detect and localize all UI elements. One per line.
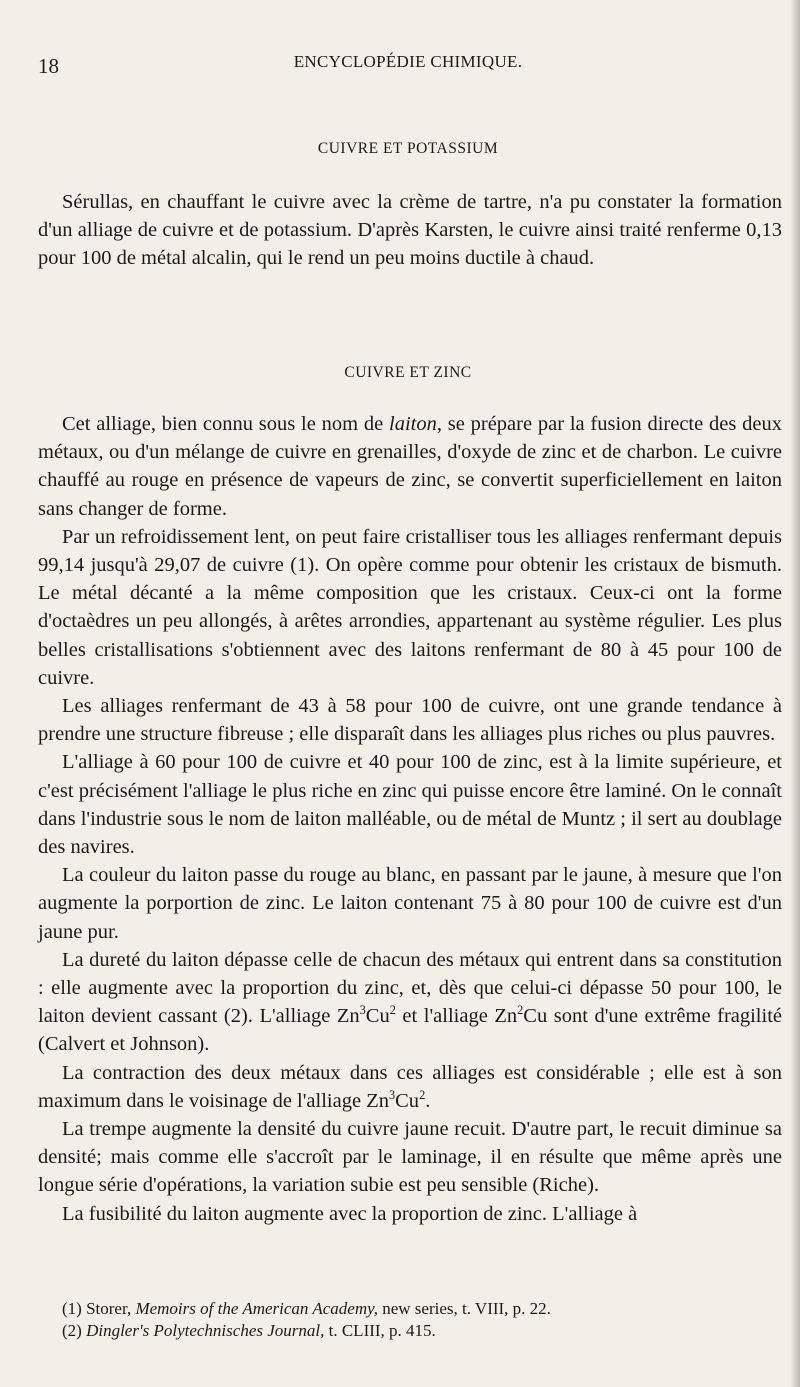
footnote-mark: (2) (62, 1321, 82, 1340)
text-span: Cet alliage, bien connu sous le nom de (62, 413, 389, 435)
superscript: 3 (359, 1003, 366, 1018)
superscript: 2 (419, 1088, 426, 1103)
text-span: Cu sont d'une extrême fragilité (Calvert et Johnson). (38, 1005, 782, 1056)
paragraph-couleur: La couleur du laiton passe du rouge au blanc, en passant par le jaune, à mesure que l'on augmente la porportion de zinc. Le laiton contenant 75 à 80 pour 100 de cuivre est d'un jaune pur. (38, 864, 782, 943)
footnotes (62, 1298, 762, 1342)
section-heading-cuivre-potassium: CUIVRE ET POTASSIUM (317, 140, 499, 157)
text-span: La dureté du laiton dépasse celle de chacun des métaux qui entrent dans sa constitution : elle augmente avec la proportion du zinc, et, dès que celui-ci dépasse 50 pour 100, le laiton devient cassant (2). L'alliage Zn (38, 948, 782, 1028)
footnote-mark: (1) (62, 1299, 82, 1318)
footnote-title: Dingler's Polytechnisches Journal, (86, 1321, 325, 1340)
text-span: , se prépare par la fusion directe des deux métaux, ou d'un mélange de cuivre en grenailles, d'oxyde de zinc et de charbon. Le cuivre chauffé au rouge en présence de vapeurs de zinc, se convertit superficiellement en laiton sans changer de forme. (38, 413, 782, 520)
paragraph-fusibilite: La fusibilité du laiton augmente avec la proportion de zinc. L'alliage à (62, 1202, 638, 1225)
page-edge-shadow (790, 0, 800, 1387)
footnote-title: Memoirs of the American Academy, (135, 1299, 378, 1318)
paragraph-laiton-intro (38, 410, 782, 523)
section-cuivre-potassium-body (38, 188, 782, 273)
paragraph: Sérullas, en chauffant le cuivre avec la crème de tartre, n'a pu constater la formation d'un alliage de cuivre et de potassium. D'après Karsten, le cuivre ainsi traité renferme 0,13 pour 100 de métal alcalin, qui le rend un peu moins ductile à chaud. (38, 191, 782, 270)
paragraph-structure-fibreuse: Les alliages renfermant de 43 à 58 pour 100 de cuivre, ont une grande tendance à prendre une structure fibreuse ; elle disparaît dans les alliages plus riches ou plus pauvres. (38, 695, 782, 746)
paragraph-trempe: La trempe augmente la densité du cuivre jaune recuit. D'autre part, le recuit diminue sa densité; mais comme elle s'accroît par le laminage, il en résulte que même après une longue série d'opérations, la variation subie est peu sensible (Riche). (38, 1118, 782, 1197)
text-span: Cu (395, 1089, 420, 1112)
superscript: 3 (388, 1088, 396, 1103)
text-span: Cu (365, 1005, 390, 1028)
term-laiton: laiton (389, 413, 437, 435)
footnote-2 (62, 1320, 762, 1342)
page-header (38, 46, 778, 78)
page-number: 18 (38, 54, 59, 78)
superscript: 2 (517, 1003, 524, 1018)
paragraph-durete (38, 946, 782, 1059)
text-span: La contraction des deux métaux dans ces alliages est considérable ; elle est à son maximum dans le voisinage de l'alliage Zn (38, 1061, 782, 1112)
paragraph-cristallisation: Par un refroidissement lent, on peut faire cristalliser tous les alliages renfermant depuis 99,14 jusqu'à 29,07 de cuivre (1). On opère comme pour obtenir les cristaux de bismuth. Le métal décanté a la même composition que les cristaux. Ceux-ci ont la forme d'octaèdres un peu allongés, à arêtes arrondies, appartenant au système régulier. Les plus belles cristallisations s'obtiennent avec des laitons renfermant de 80 à 45 pour 100 de cuivre. (38, 525, 782, 689)
running-title: ENCYCLOPÉDIE CHIMIQUE. (293, 52, 523, 71)
section-cuivre-zinc-body (38, 410, 782, 1228)
section-heading-cuivre-zinc: CUIVRE ET ZINC (344, 364, 472, 381)
superscript: 2 (389, 1003, 396, 1018)
text-span: et l'alliage Zn (395, 1005, 518, 1028)
footnote-1 (62, 1298, 762, 1320)
footnote-reference: new series, t. VIII, p. 22. (382, 1299, 551, 1318)
footnote-reference: t. CLIII, p. 415. (328, 1321, 436, 1340)
paragraph-laiton-malleable: L'alliage à 60 pour 100 de cuivre et 40 pour 100 de zinc, est à la limite supérieure, et c'est précisément l'alliage le plus riche en zinc qui puisse encore être laminé. On le connaît dans l'industrie sous le nom de laiton malléable, ou de métal de Muntz ; il sert au doublage des navires. (38, 751, 782, 859)
footnote-author: Storer, (86, 1299, 132, 1318)
text-span: . (425, 1089, 431, 1112)
paragraph-contraction (38, 1059, 782, 1115)
